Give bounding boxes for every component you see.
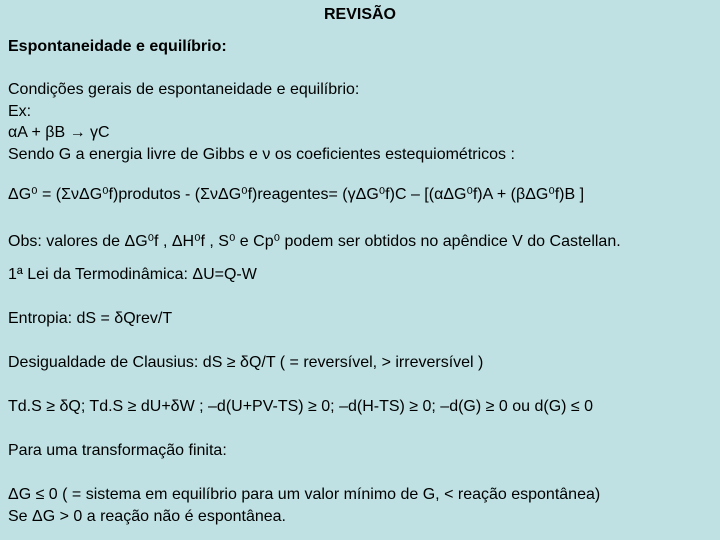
- example-label: Ex:: [8, 103, 32, 120]
- reaction-line: αA + βB → γC: [8, 124, 110, 141]
- finite-heading: Para uma transformação finita:: [8, 442, 227, 459]
- tds-line: Td.S ≥ δQ; Td.S ≥ dU+δW ; –d(U+PV-TS) ≥ 0; –d(H-TS) ≥ 0; –d(G) ≥ 0 ou d(G) ≤ 0: [8, 398, 594, 415]
- dg-nonspontaneous-line: Se ΔG > 0 a reação não é espontânea.: [8, 508, 286, 525]
- entropy-line: Entropia: dS = δQrev/T: [8, 310, 173, 327]
- intro-line: Condições gerais de espontaneidade e equilíbrio:: [8, 81, 360, 98]
- page-title: REVISÃO: [323, 6, 396, 23]
- clausius-line: Desigualdade de Clausius: dS ≥ δQ/T ( = reversível, > irreversível ): [8, 354, 484, 371]
- section-heading: Espontaneidade e equilíbrio:: [8, 38, 227, 55]
- gibbs-equation: ΔG⁰ = (ΣνΔG⁰f)produtos - (ΣνΔG⁰f)reagentes= (γΔG⁰f)C – [(αΔG⁰f)A + (βΔG⁰f)B ]: [8, 186, 585, 203]
- dg-equilibrium-line: ΔG ≤ 0 ( = sistema em equilíbrio para um valor mínimo de G, < reação espontânea): [8, 486, 601, 503]
- first-law-line: 1ª Lei da Termodinâmica: ΔU=Q-W: [8, 266, 257, 283]
- obs-line: Obs: valores de ΔG⁰f , ΔH⁰f , S⁰ e Cp⁰ podem ser obtidos no apêndice V do Castellan.: [8, 233, 621, 250]
- definition-line: Sendo G a energia livre de Gibbs e ν os coeficientes estequiométricos :: [8, 146, 515, 163]
